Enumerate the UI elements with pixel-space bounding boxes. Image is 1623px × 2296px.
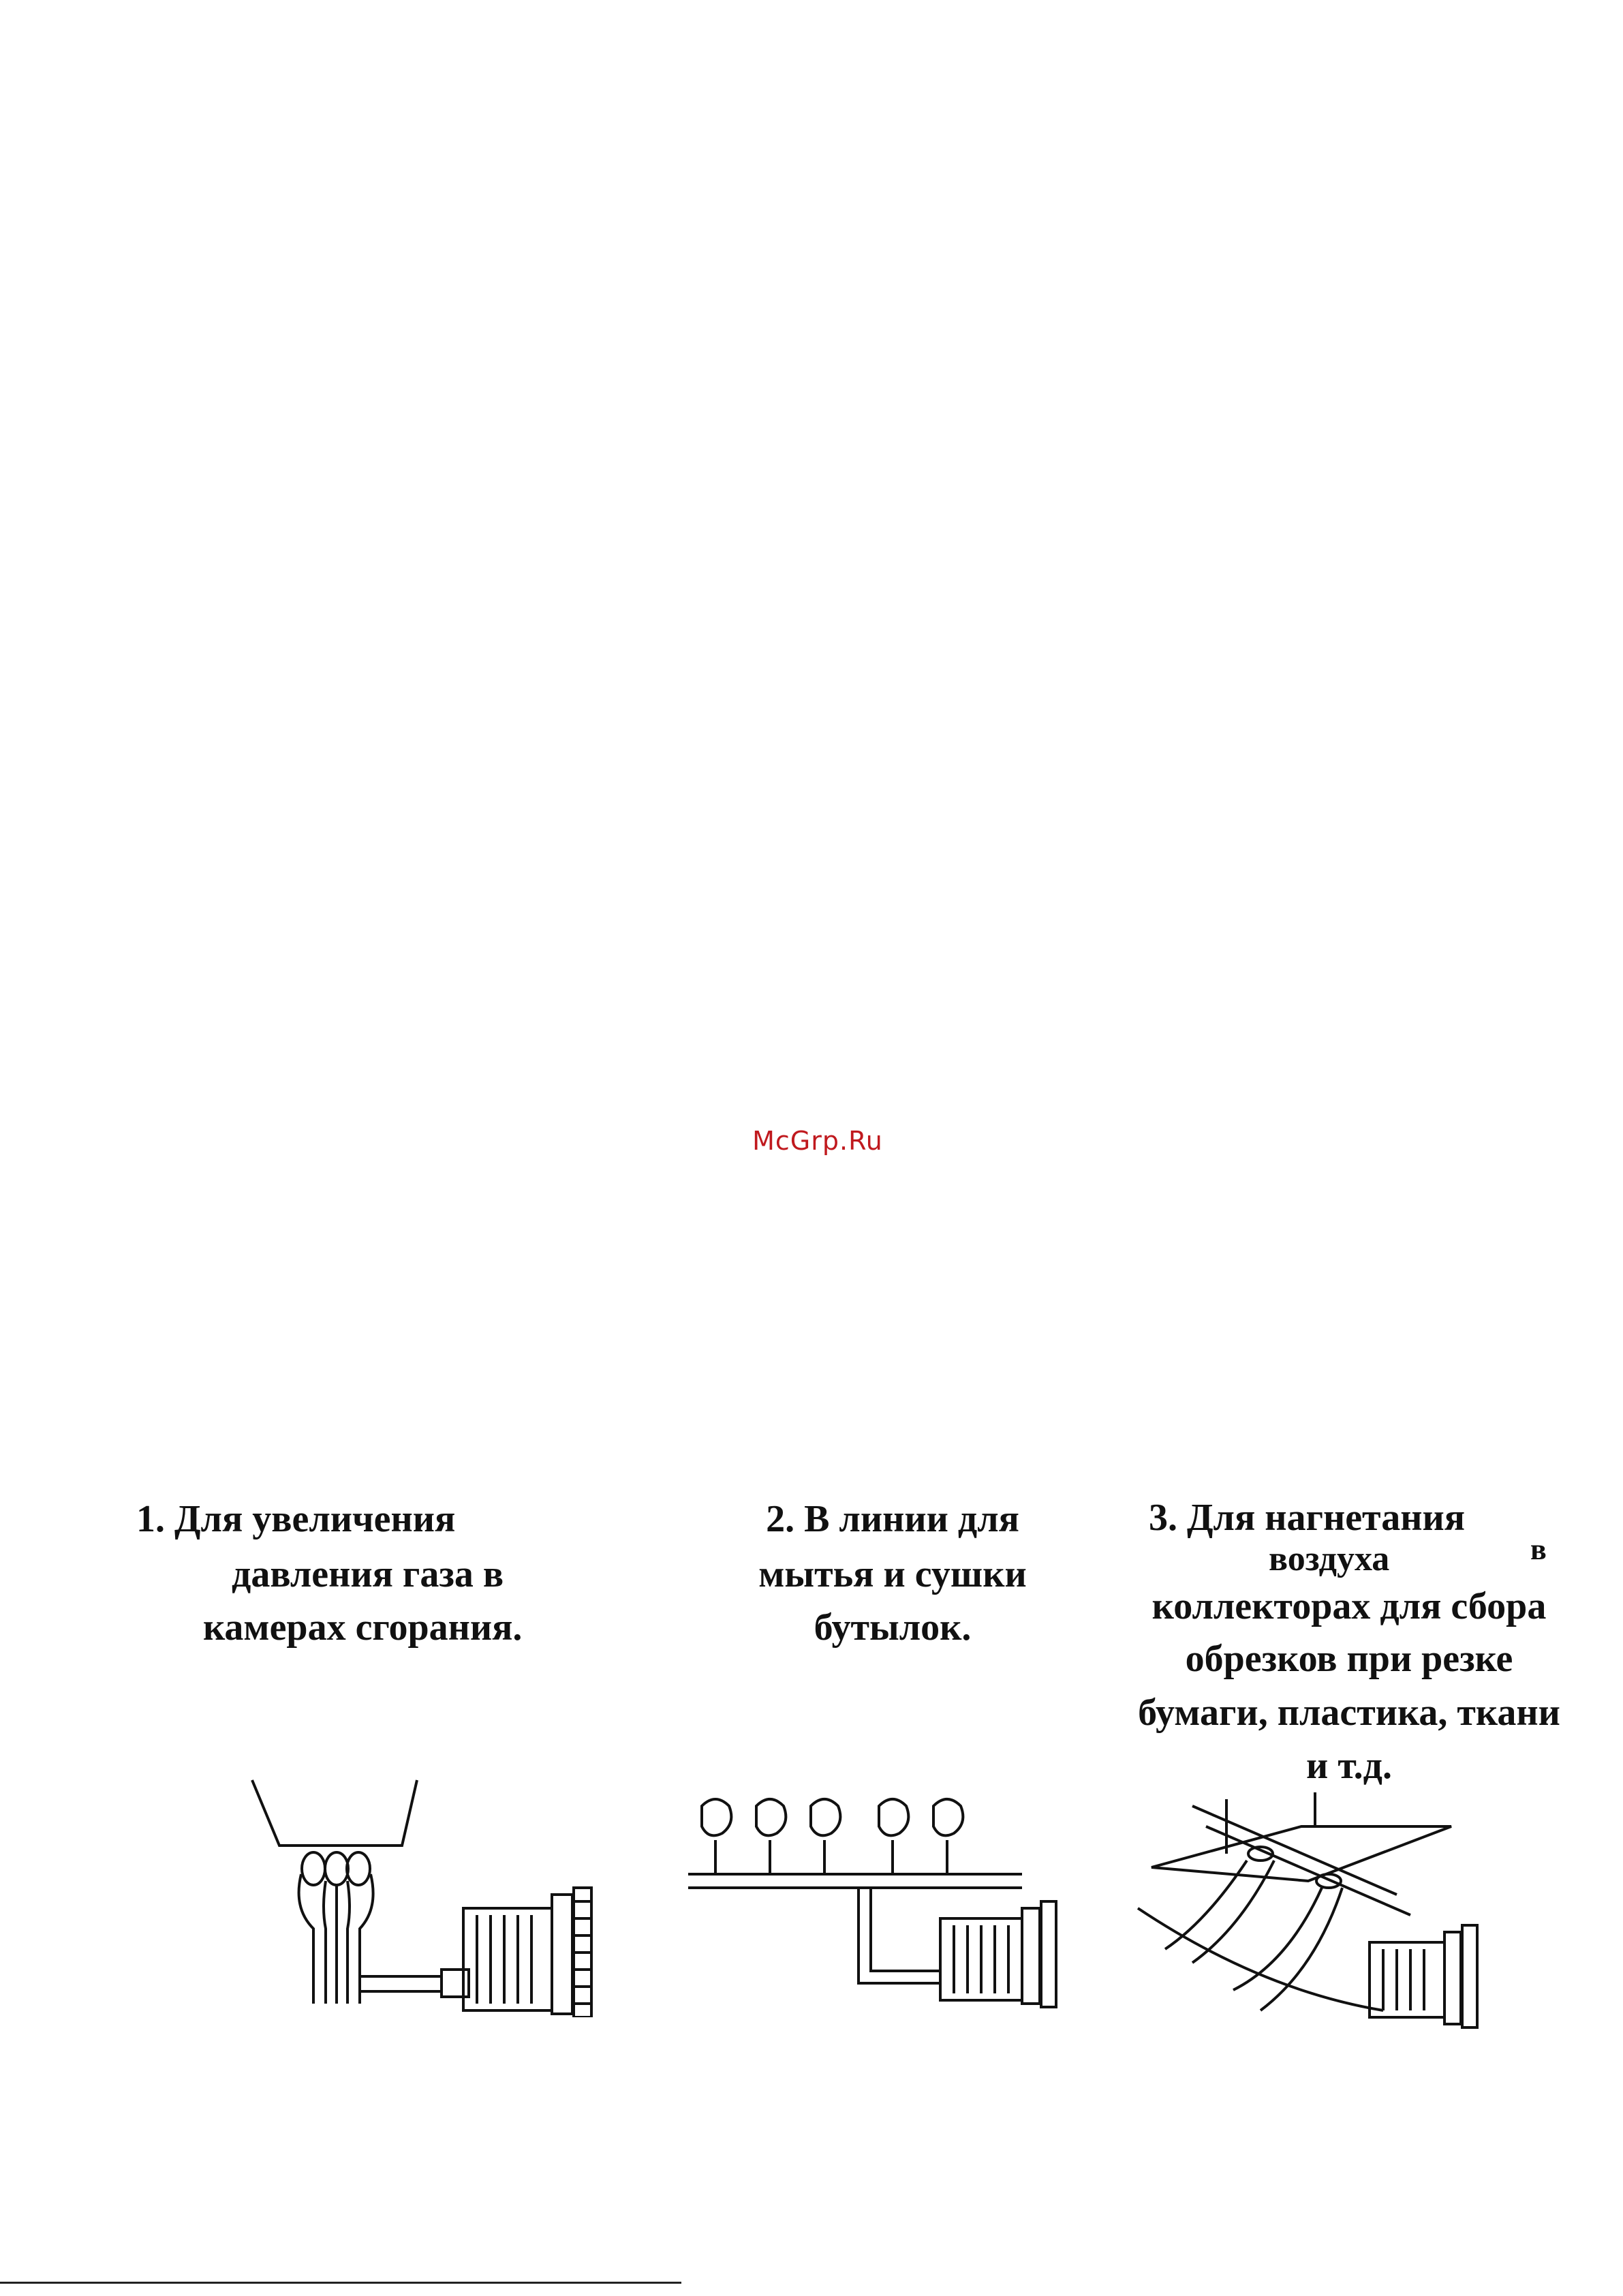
caption-line: воздуха [1269,1540,1390,1578]
footer-rule [0,2282,681,2284]
combustion-chamber-illustration [245,1772,600,2017]
caption-line: камерах сгорания. [203,1606,523,1649]
caption-line: и т.д. [1306,1745,1392,1787]
caption-line: бутылок. [814,1606,972,1649]
bottle-line-illustration [681,1786,1063,2010]
caption-line: 3. Для нагнетания [1149,1497,1466,1539]
caption-line: мытья и сушки [758,1553,1027,1595]
caption-line: 1. Для увеличения [136,1498,456,1540]
caption-line: 2. В линии для [766,1498,1019,1540]
caption-line: давления газа в [232,1553,504,1595]
watermark: McGrp.Ru [752,1126,883,1156]
trim-collector-illustration [1124,1786,1492,2031]
caption-line: обрезков при резке [1185,1638,1513,1680]
caption-line: коллекторах для сбора [1151,1585,1547,1627]
caption-line: бумаги, пластика, ткани [1138,1692,1560,1734]
caption-line: в [1530,1533,1547,1566]
